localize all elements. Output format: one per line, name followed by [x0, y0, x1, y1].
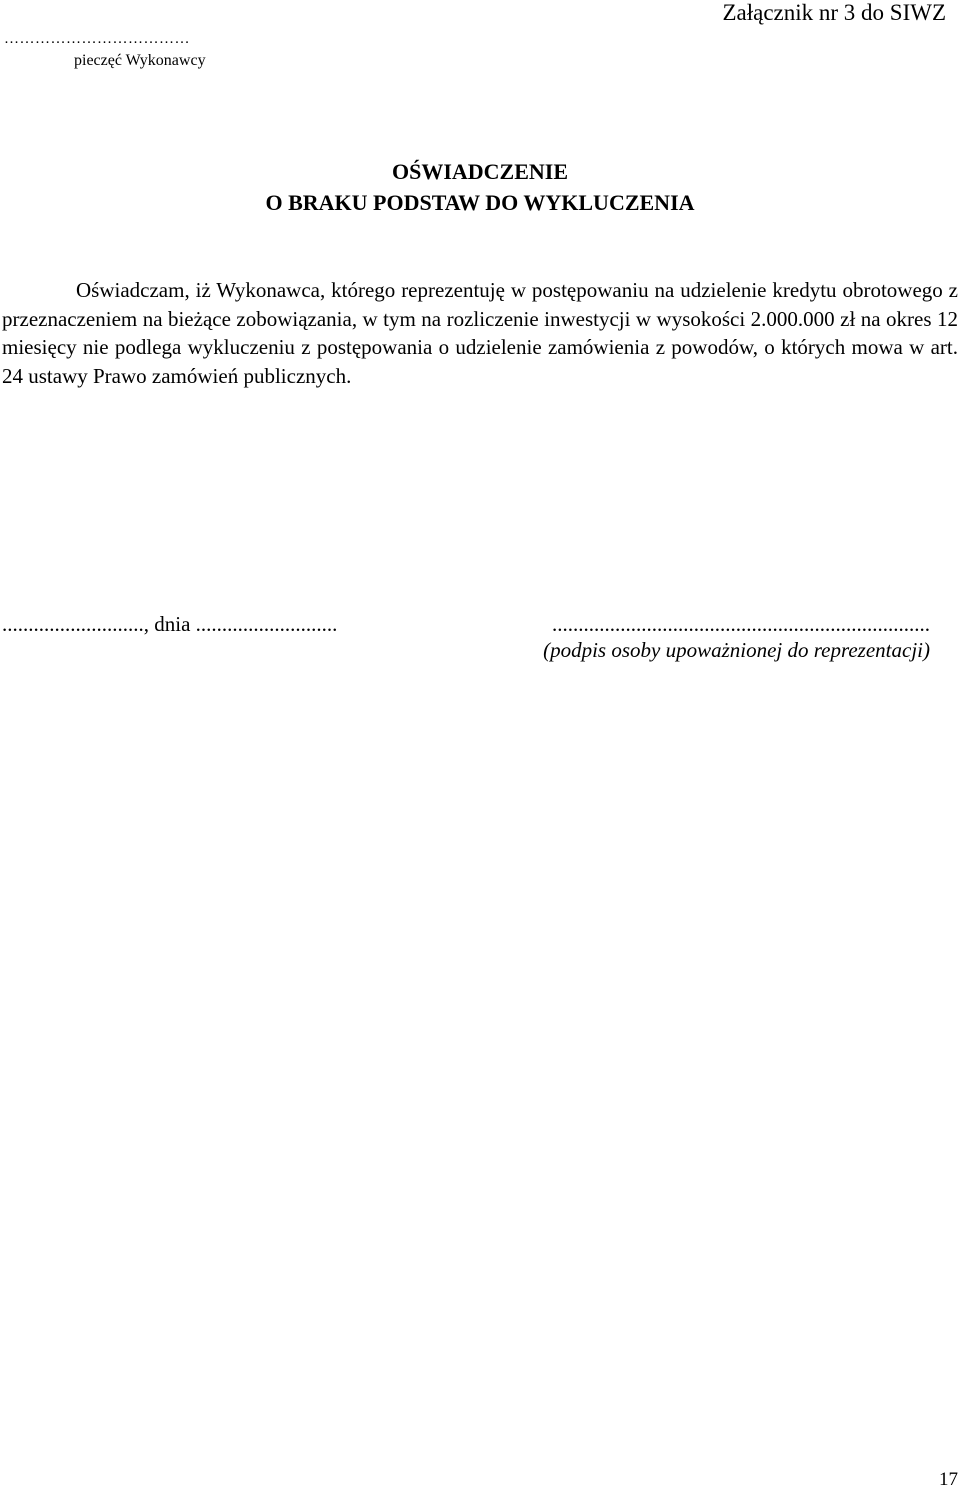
declaration-paragraph: Oświadczam, iż Wykonawca, którego reprezentuję w postępowaniu na udzielenie kredytu obrotowego z przeznaczeniem na bieżące zobowiązania, w tym na rozliczenie inwestycji w wysokości 2.000.000 zł na okres 12 miesięcy nie podlega wykluczeniu z postępowania o udzielenie zamówienia z powodów, o których mowa w art. 24 ustawy Prawo zamówień publicznych. [2, 278, 958, 388]
stamp-label: pieczęć Wykonawcy [74, 52, 206, 69]
document-title: OŚWIADCZENIE [391, 159, 569, 184]
signature-dots: ........................................................................ [552, 612, 930, 636]
page-number: 17 [939, 1469, 958, 1490]
stamp-placeholder-dots: ……………………………… [4, 31, 190, 47]
place-date-line: ..........................., dnia ........................... [2, 612, 338, 636]
annex-label: Załącznik nr 3 do SIWZ [722, 0, 946, 25]
document-subtitle: O BRAKU PODSTAW DO WYKLUCZENIA [265, 190, 695, 215]
signature-label: (podpis osoby upoważnionej do reprezentacji) [543, 638, 930, 662]
